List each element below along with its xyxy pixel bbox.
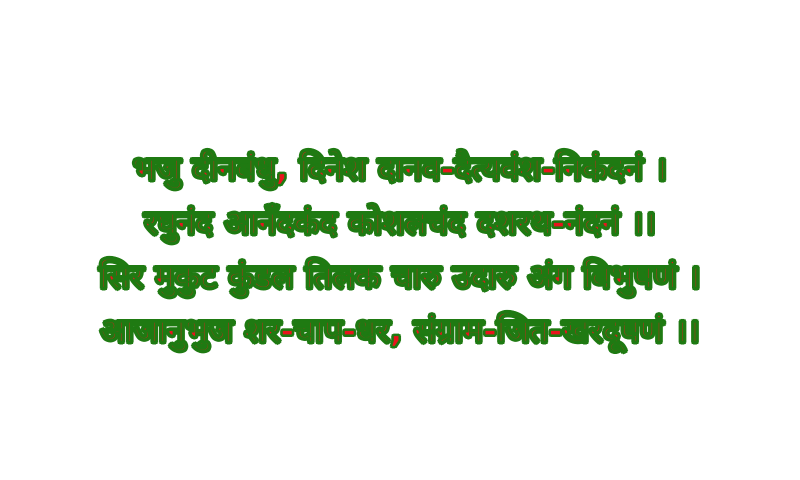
verse-line-2: रघुनंद आनँदकंद कोशलचंद दशरथ-नंदनं ।। — [144, 203, 656, 242]
verse-line-4: आजानुभुज शर-चाप-धर, संग्राम-जित-खरदूषणं ।। — [100, 311, 700, 350]
verse-line-1: भजु दीनबंधु, दिनेश दानव-दैत्यवंश-निकंदनं । — [132, 149, 668, 188]
verse-block — [0, 142, 800, 358]
verse-line-3: सिर मुकुट कुंडल तिलक चारु उदारु अंग बिभुषणं । — [99, 257, 701, 296]
